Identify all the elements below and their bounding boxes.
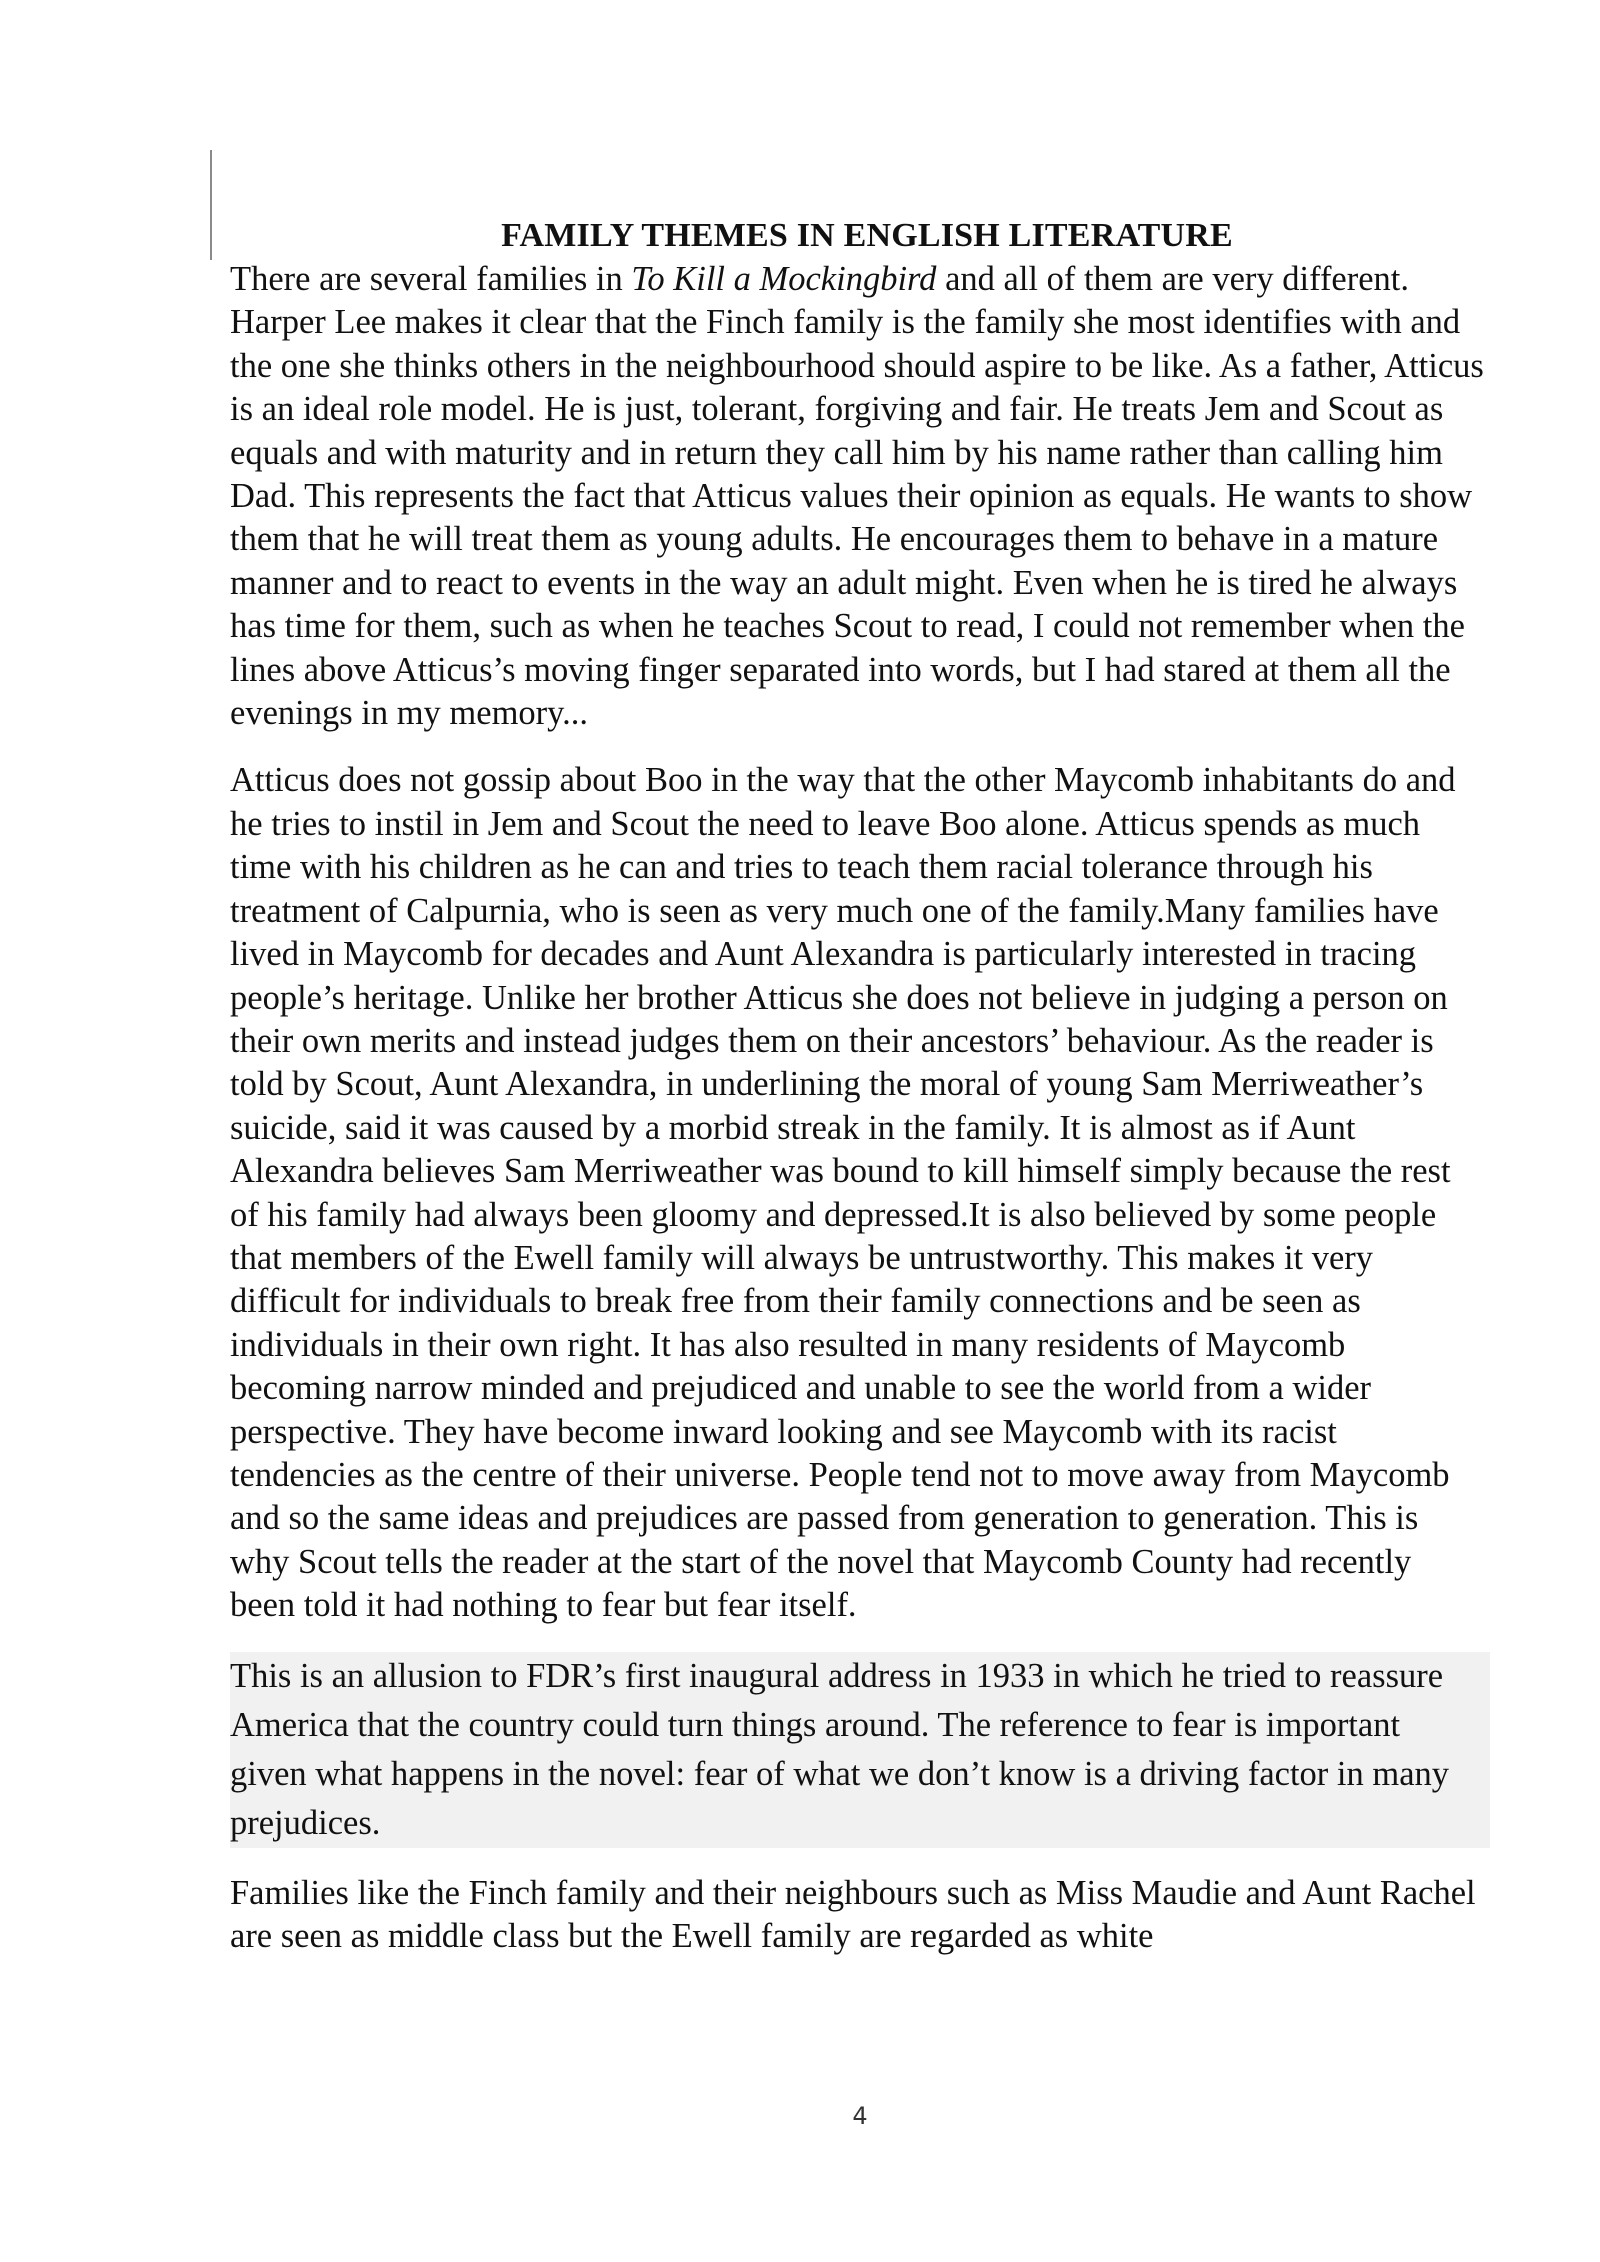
paragraph-4: Families like the Finch family and their neighbours such as Miss Maudie and Aunt Rachel are seen as middle class but the Ewell family are regarded as white <box>230 1873 1476 1955</box>
paragraph-1-body: and all of them are very different. Harper Lee makes it clear that the Finch family is the family she most identifies with and the one she thinks others in the neighbourhood should aspire to be like. As a father, Atticus is an ideal role model. He is just, tolerant, forgiving and fair. He treats Jem and Scout as equals and with maturity and in return they call him by his name rather than calling him Dad. This represents the fact that Atticus values their opinion as equals. He wants to show them that he will treat them as young adults. He encourages them to behave in a mature manner and to react to events in the way an adult might. Even when he is tired he always has time for them, such as when he teaches Scout to read, I could not remember when the lines above Atticus’s moving finger separated into words, but I had stared at them all the evenings in my memory... <box>230 260 1484 733</box>
paragraph-3-highlighted: This is an allusion to FDR’s first inaugural address in 1933 in which he tried to reassure America that the country could turn things around. The reference to fear is important given what happens in the novel: fear of what we don’t know is a driving factor in many prejudices. <box>230 1652 1490 1848</box>
margin-line <box>210 150 212 260</box>
paragraph-2: Atticus does not gossip about Boo in the way that the other Maycomb inhabitants do and he tries to instil in Jem and Scout the need to leave Boo alone. Atticus spends as much time with his children as he can and tries to teach them racial tolerance through his treatment of Calpurnia, who is seen as very much one of the family.Many families have lived in Maycomb for decades and Aunt Alexandra is particularly interested in tracing people’s heritage. Unlike her brother Atticus she does not believe in judging a person on their own merits and instead judges them on their ancestors’ behaviour. As the reader is told by Scout, Aunt Alexandra, in underlining the moral of young Sam Merriweather’s suicide, said it was caused by a morbid streak in the family. It is almost as if Aunt Alexandra believes Sam Merriweather was bound to kill himself simply because the rest of his family had always been gloomy and depressed.It is also believed by some people that members of the Ewell family will always be untrustworthy. This makes it very difficult for individuals to break free from their family connections and be seen as individuals in their own right. It has also resulted in many residents of Maycomb becoming narrow minded and prejudiced and unable to see the world from a wider perspective. They have become inward looking and see Maycomb with its racist tendencies as the centre of their universe. People tend not to move away from Maycomb and so the same ideas and prejudices are passed from generation to generation. This is why Scout tells the reader at the start of the novel that Maycomb County had recently been told it had nothing to fear but fear itself. <box>230 761 1456 1625</box>
paragraph-1 <box>230 258 1484 735</box>
page-number: 4 <box>852 2102 868 2130</box>
document-body <box>230 214 1484 1958</box>
paragraph-1-intro: There are several families in <box>230 260 632 298</box>
page-title: FAMILY THEMES IN ENGLISH LITERATURE <box>501 217 1233 254</box>
book-title: To Kill a Mockingbird <box>631 260 937 298</box>
